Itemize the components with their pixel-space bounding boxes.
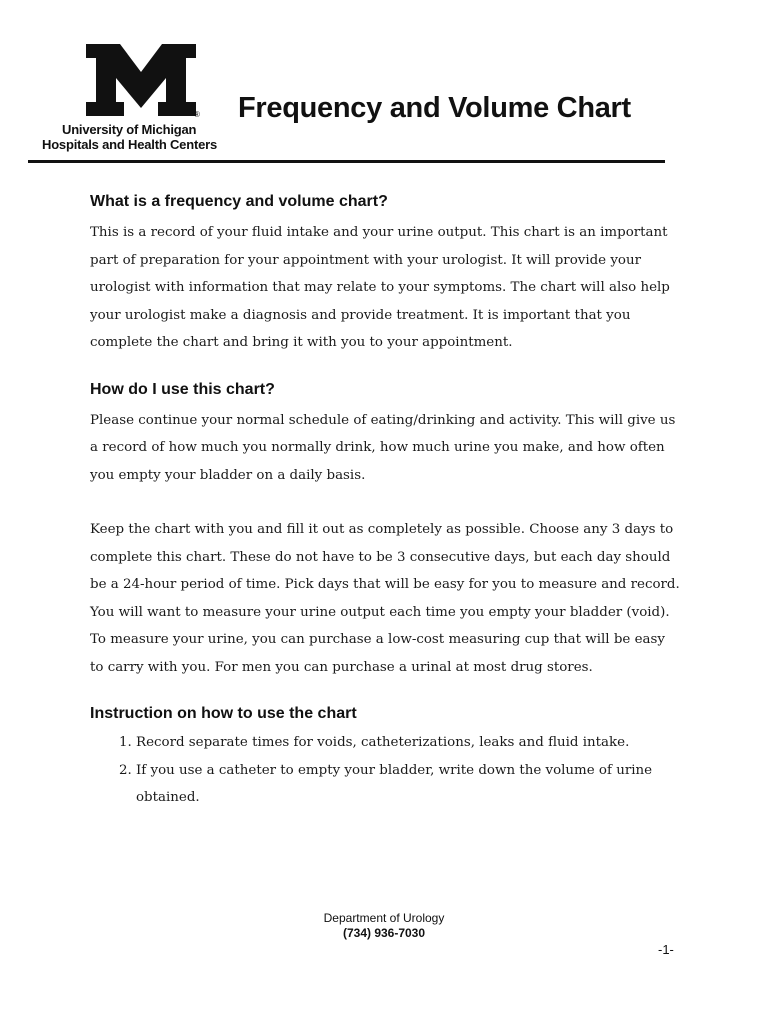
page-title: Frequency and Volume Chart [238,92,631,124]
registered-mark: ® [194,110,200,119]
page-number: -1- [658,942,674,957]
section-paragraph-what: This is a record of your fluid intake and your urine output. This chart is an important part of preparation for your appointment with your urologist. It will provide your urologist with information that may relate to your symptoms. The chart will also help your urologist make a diagnosis and provide treatment. It is important that you complete the chart and bring it with you to your appointment. [90,225,670,350]
page-footer [0,911,768,941]
logo-line-2: Hospitals and Health Centers [42,137,217,152]
section-paragraph-how-1: Please continue your normal schedule of eating/drinking and activity. This will give us a record of how much you normally drink, how much urine you make, and how often you empty your bladder on a daily basis. [90,412,676,483]
header-divider [28,160,665,163]
university-logo [42,44,232,152]
section-heading-instructions: Instruction on how to use the chart [90,705,357,722]
list-item: 2. If you use a catheter to empty your bladder, write down the volume of urine obtained. [136,757,680,812]
section-heading-what: What is a frequency and volume chart? [90,193,388,210]
section-heading-how: How do I use this chart? [90,380,275,398]
logo-line-1: University of Michigan [62,122,197,137]
footer-phone: (734) 936-7030 [342,926,426,940]
section-paragraph-how-2: Keep the chart with you and fill it out as completely as possible. Choose any 3 days to complete this chart. These do not have to be 3 consecutive days, but each day should be a 24-hour period of time. Pick days that will be easy for you to measure and record. You will want to measure your urine output each time you empty your bladder (void). To measure your urine, you can purchase a low-cost measuring cup that will be easy to carry with you. For men you can purchase a urinal at most drug stores. [90,522,680,675]
block-m-logo-icon [86,44,196,116]
list-item: 1. Record separate times for voids, catheterizations, leaks and fluid intake. [136,729,680,757]
document-body [90,191,680,812]
logo-wordmark [42,122,232,152]
footer-department: Department of Urology [323,911,445,925]
instructions-list [90,729,680,812]
